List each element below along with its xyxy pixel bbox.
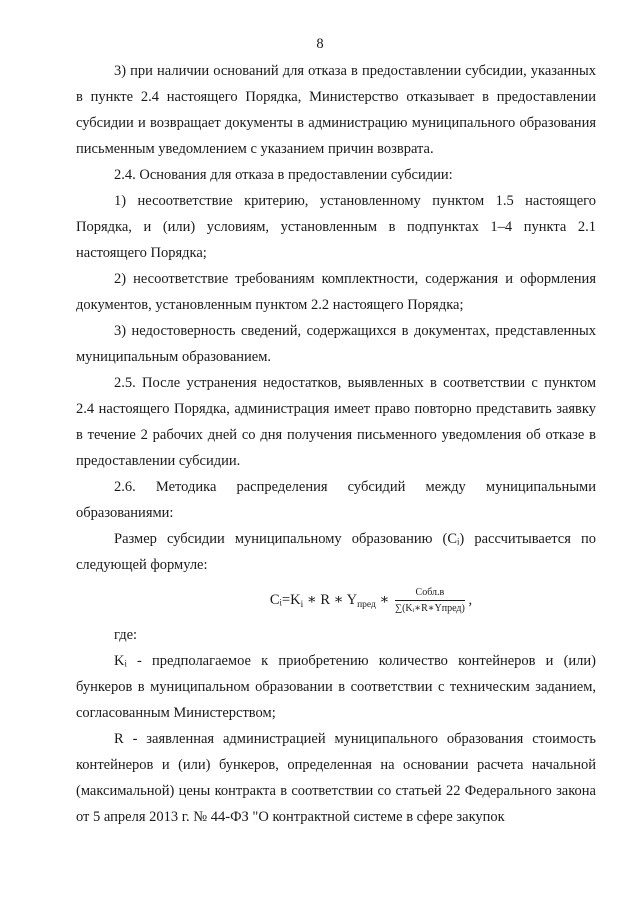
formula-op2: ∗: [375, 592, 393, 608]
paragraph-ground-1: 1) несоответствие критерию, установленному пунктом 1.5 настоящего Порядка, и (или) условиям, установленным в подпунктах 1–4 пункта 2.1 настоящего Порядка;: [76, 193, 596, 261]
formula-fraction: [395, 587, 465, 615]
formula-denominator: ∑(Kᵢ∗R∗Yпред): [394, 602, 465, 614]
formula-y-subscript: пред: [357, 600, 376, 610]
definition-r: R - заявленная администрацией муниципального образования стоимость контейнеров и (или) бункеров, определенная на основании расчета начальной (максимальной) цены контракта в соответствии со статьей 22 Федерального закона от 5 апреля 2013 г. № 44-ФЗ "О контрактной системе в сфере закупок: [76, 731, 596, 825]
formula-k-subscript: i: [300, 600, 304, 610]
definition-k: Kᵢ - предполагаемое к приобретению количество контейнеров и (или) бункеров в муниципальном образовании в соответствии с техническим заданием, согласованным Министерством;: [76, 653, 596, 721]
paragraph-refusal-clause: 3) при наличии оснований для отказа в предоставлении субсидии, указанных в пункте 2.4 настоящего Порядка, Министерство отказывает в предоставлении субсидии и возвращает документы в администрацию муниципального образования письменным уведомлением с указанием причин возврата.: [76, 63, 596, 157]
paragraph-section-2-6: 2.6. Методика распределения субсидий между муниципальными образованиями:: [76, 479, 596, 521]
paragraph-section-2-5: 2.5. После устранения недостатков, выявленных в соответствии с пунктом 2.4 настоящего Порядка, администрация имеет право повторно представить заявку в течение 2 рабочих дней со дня получения письменного уведомления об отказе в предоставлении субсидии.: [76, 375, 596, 469]
paragraph-formula-intro: Размер субсидии муниципальному образованию (Сᵢ) рассчитывается по следующей формуле:: [76, 531, 596, 573]
where-label: где:: [114, 627, 138, 643]
formula-op1: ∗ R ∗ Y: [303, 592, 358, 608]
subsidy-formula: [76, 578, 596, 622]
paragraph-section-2-4: 2.4. Основания для отказа в предоставлении субсидии:: [114, 167, 453, 183]
formula-numerator: Собл.в: [395, 587, 465, 601]
formula-lhs: Сᵢ=: [269, 592, 291, 608]
page-number: 8: [316, 36, 324, 52]
formula-tail: ,: [464, 592, 473, 608]
formula-k: K: [290, 592, 301, 608]
paragraph-ground-3: 3) недостоверность сведений, содержащихся в документах, представленных муниципальным образованием.: [76, 323, 596, 365]
paragraph-ground-2: 2) несоответствие требованиям комплектности, содержания и оформления документов, установленным пунктом 2.2 настоящего Порядка;: [76, 271, 596, 313]
document-body: [76, 58, 596, 830]
